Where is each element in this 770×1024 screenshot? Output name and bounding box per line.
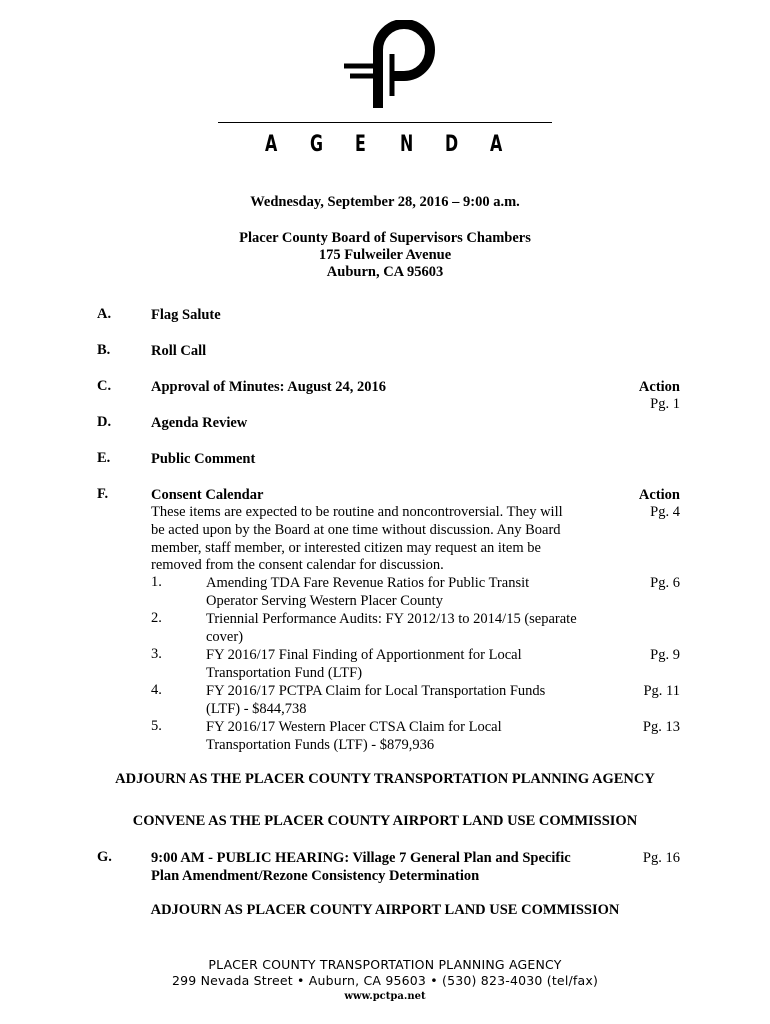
subitem-number: 3. <box>151 646 162 662</box>
subitem-line: Transportation Funds (LTF) - $879,936 <box>206 737 435 753</box>
item-letter: F. <box>97 486 109 502</box>
agenda-letter: A <box>265 132 278 157</box>
item-title: Approval of Minutes: August 24, 2016 <box>151 379 386 395</box>
location-line: Auburn, CA 95603 <box>326 264 444 280</box>
page-reference: Pg. 9 <box>650 647 680 663</box>
subitem-line: Triennial Performance Audits: FY 2012/13 to 2014/15 (separate <box>206 611 577 627</box>
subitem-number: 2. <box>151 610 162 626</box>
page-reference: Pg. 6 <box>650 575 680 591</box>
subitem-line: (LTF) - $844,738 <box>206 701 307 717</box>
footer-website: www.pctpa.net <box>344 991 426 1002</box>
location-line: 175 Fulweiler Avenue <box>318 247 452 263</box>
header-rule <box>218 122 552 123</box>
page-reference: Pg. 1 <box>650 396 680 412</box>
page-reference: Pg. 13 <box>642 719 680 735</box>
consent-description-line: member, staff member, or interested citizen may request an item be <box>151 540 541 556</box>
meeting-date: Wednesday, September 28, 2016 – 9:00 a.m. <box>250 194 520 210</box>
subitem-line: FY 2016/17 PCTPA Claim for Local Transportation Funds <box>206 683 546 699</box>
adjourn-heading: ADJOURN AS THE PLACER COUNTY TRANSPORTATION PLANNING AGENCY <box>115 771 655 787</box>
adjourn-heading: ADJOURN AS PLACER COUNTY AIRPORT LAND USE COMMISSION <box>150 902 620 918</box>
page-reference: Pg. 16 <box>642 850 680 866</box>
item-letter: C. <box>97 378 112 394</box>
location-line: Placer County Board of Supervisors Chambers <box>239 230 531 246</box>
item-title: Agenda Review <box>151 415 248 431</box>
agenda-letter: D <box>445 132 459 157</box>
subitem-number: 1. <box>151 574 162 590</box>
agenda-letter: A <box>490 132 503 157</box>
item-letter: E. <box>97 450 111 466</box>
subitem-line: FY 2016/17 Western Placer CTSA Claim for Local <box>206 719 502 735</box>
item-letter: A. <box>97 306 112 322</box>
convene-heading: CONVENE AS THE PLACER COUNTY AIRPORT LAND USE COMMISSION <box>132 813 638 829</box>
footer-org: PLACER COUNTY TRANSPORTATION PLANNING AGENCY <box>208 957 562 972</box>
agenda-letter: N <box>400 132 414 157</box>
subitem-number: 5. <box>151 718 162 734</box>
pctpa-logo <box>340 20 440 112</box>
item-title: Roll Call <box>151 343 207 359</box>
item-title: Flag Salute <box>151 307 221 323</box>
agenda-title <box>218 132 552 162</box>
consent-description-line: be acted upon by the Board at one time without discussion. Any Board <box>151 522 561 538</box>
consent-description-line: removed from the consent calendar for discussion. <box>151 557 444 573</box>
agenda-letter: G <box>310 132 324 157</box>
subitem-line: cover) <box>206 629 244 645</box>
subitem-number: 4. <box>151 682 162 698</box>
item-title: Public Comment <box>151 451 256 467</box>
action-label: Action <box>638 487 680 503</box>
subitem-line: Operator Serving Western Placer County <box>206 593 443 609</box>
item-letter: G. <box>97 849 112 865</box>
agenda-letter: E <box>355 132 366 157</box>
subitem-line: Transportation Fund (LTF) <box>206 665 363 681</box>
subitem-line: FY 2016/17 Final Finding of Apportionment for Local <box>206 647 522 663</box>
item-letter: D. <box>97 414 112 430</box>
item-letter: B. <box>97 342 111 358</box>
footer-address: 299 Nevada Street • Auburn, CA 95603 • (530) 823-4030 (tel/fax) <box>171 973 599 988</box>
item-title: Consent Calendar <box>151 487 264 503</box>
action-label: Action <box>638 379 680 395</box>
page-reference: Pg. 11 <box>643 683 680 699</box>
page-reference: Pg. 4 <box>650 504 680 520</box>
consent-description-line: These items are expected to be routine and noncontroversial. They will <box>151 504 563 520</box>
item-title: 9:00 AM - PUBLIC HEARING: Village 7 General Plan and Specific <box>151 850 571 866</box>
subitem-line: Amending TDA Fare Revenue Ratios for Public Transit <box>206 575 530 591</box>
item-title: Plan Amendment/Rezone Consistency Determination <box>151 868 480 884</box>
